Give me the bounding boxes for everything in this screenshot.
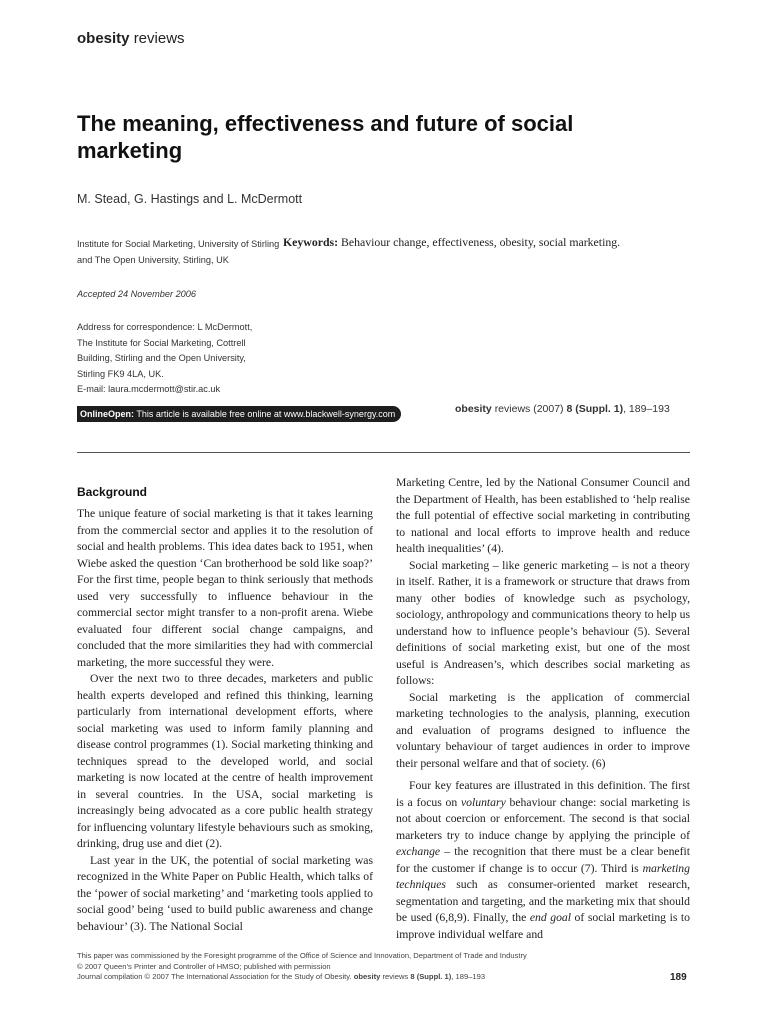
- footer-pages: , 189–193: [451, 972, 486, 981]
- footer-text: Journal compilation © 2007 The International Association for the Study of Obesity.: [77, 972, 352, 981]
- page-number: 189: [670, 972, 687, 983]
- text-run: Four key features are illustrated in this definition. The first is a focus on: [396, 779, 690, 809]
- paragraph: Last year in the UK, the potential of social marketing was recognized in the White Paper on Public Health, which talks of the ‘power of social marketing’ and ‘marketing tools applied to social good’ being ‘used to build public awareness and change behaviour’ (3). The National Social: [77, 853, 373, 933]
- citation-line: [455, 403, 670, 415]
- accepted-date: Accepted 24 November 2006: [77, 289, 197, 299]
- text-run: such as consumer-oriented market research, segmentation and targeting, and the marketing mix that should be used (6,8,9). Finally, the: [396, 878, 690, 924]
- keywords-label: Keywords:: [283, 235, 339, 249]
- footer-journal-bold: obesity: [353, 972, 381, 981]
- header-divider: [77, 452, 690, 453]
- text-run: behaviour change: social marketing is not about coercion or enforcement. The second is that social marketers try to induce change by applying the principle of: [396, 795, 690, 842]
- emphasis: exchange: [396, 845, 441, 858]
- article-authors: M. Stead, G. Hastings and L. McDermott: [77, 192, 303, 206]
- footer-line: © 2007 Queen’s Printer and Controller of HMSO; published with permission: [77, 961, 331, 971]
- journal-header: [77, 30, 185, 47]
- footer-journal-rest: reviews: [382, 972, 409, 981]
- author-affiliation: Institute for Social Marketing, University of Stirling and The Open University, Stirling, UK: [77, 239, 280, 265]
- citation-volume: 8 (Suppl. 1): [566, 403, 624, 415]
- footer-line: This paper was commissioned by the Foresight programme of the Office of Science and Innovation, Department of Trade and Industry: [77, 951, 527, 960]
- correspondence-email: E-mail: laura.mcdermott@stir.ac.uk: [77, 384, 221, 394]
- correspondence-line: Building, Stirling and the Open University,: [77, 353, 246, 363]
- journal-name-rest: reviews: [133, 30, 185, 47]
- emphasis: end goal: [529, 911, 572, 924]
- emphasis: voluntary: [460, 795, 506, 809]
- paragraph: Over the next two to three decades, marketers and public health experts developed and refined this thinking, learning particularly from international development efforts, where social marketing was used to inform family planning and disease control programmes (1). Social marketing thinking and techniques spread to the developed world, and social marketing is now located at the centre of health improvement in several countries. In the USA, social marketing is increasingly being advocated as a core public health strategy for influencing voluntary lifestyle behaviours such as smoking, drinking, drug use and diet (2).: [77, 672, 373, 850]
- section-heading-background: Background: [77, 485, 148, 499]
- correspondence-line: Address for correspondence: L McDermott,: [77, 322, 253, 332]
- footer-notes: [77, 951, 637, 983]
- text-run: of social marketing is to improve individual welfare and: [396, 911, 690, 941]
- citation-journal-rest: reviews (2007): [494, 403, 564, 415]
- online-open-text: This article is available free online at www.blackwell-synergy.com: [136, 409, 396, 419]
- correspondence-line: Stirling FK9 4LA, UK.: [77, 368, 164, 379]
- correspondence-address: [77, 320, 287, 398]
- article-title: The meaning, effectiveness and future of social marketing: [77, 111, 574, 163]
- citation-journal-bold: obesity: [455, 403, 492, 415]
- paragraph: Social marketing – like generic marketing – is not a theory in itself. Rather, it is a framework or structure that draws from many other bodies of knowledge such as psychology, sociology, anthropology and communications theory to help us understand how to influence people’s behaviour (5). Several definitions of social marketing exist, but one of the most useful is Andreasen’s, which describes social marketing as follows:: [396, 558, 690, 687]
- journal-name-bold: obesity: [77, 30, 130, 47]
- body-column-right: [396, 475, 690, 943]
- footer-line: [77, 972, 637, 983]
- citation-pages: , 189–193: [623, 403, 670, 415]
- paragraph: [396, 778, 690, 943]
- online-open-label: OnlineOpen:: [80, 409, 134, 419]
- keywords-text: Behaviour change, effectiveness, obesity, social marketing.: [341, 235, 621, 249]
- body-column-left: [77, 506, 373, 935]
- online-open-banner[interactable]: [77, 406, 401, 422]
- keywords: [283, 235, 713, 250]
- footer-volume: 8 (Suppl. 1): [410, 972, 452, 981]
- correspondence-line: The Institute for Social Marketing, Cottrell: [77, 337, 246, 348]
- paragraph: Marketing Centre, led by the National Consumer Council and the Department of Health, has been established to ‘help realise the full potential of effective social marketing in contributing to national and local efforts to improve health and reduce health inequalities’ (4).: [396, 476, 690, 555]
- text-run: – the recognition that there must be a clear benefit for the customer if change is to occur (7). Third is: [396, 845, 690, 875]
- emphasis: marketing techniques: [396, 861, 690, 891]
- paragraph: The unique feature of social marketing is that it takes learning from the commercial sector and applies it to the resolution of social and health problems. This idea dates back to 1951, when Wiebe asked the question ‘Can brotherhood be sold like soap?’ For the first time, people began to think seriously that methods used very successfully to influence behaviour in the commercial sector might transfer to a non-profit arena. Wiebe evaluated four different social change campaigns, and concluded that the more similarities they had with commercial marketing, the more successful they were.: [77, 507, 373, 669]
- block-quote: Social marketing is the application of commercial marketing technologies to the analysis, planning, execution and evaluation of programs designed to influence the voluntary behaviour of target audiences in order to improve their personal welfare and that of society. (6): [396, 690, 690, 770]
